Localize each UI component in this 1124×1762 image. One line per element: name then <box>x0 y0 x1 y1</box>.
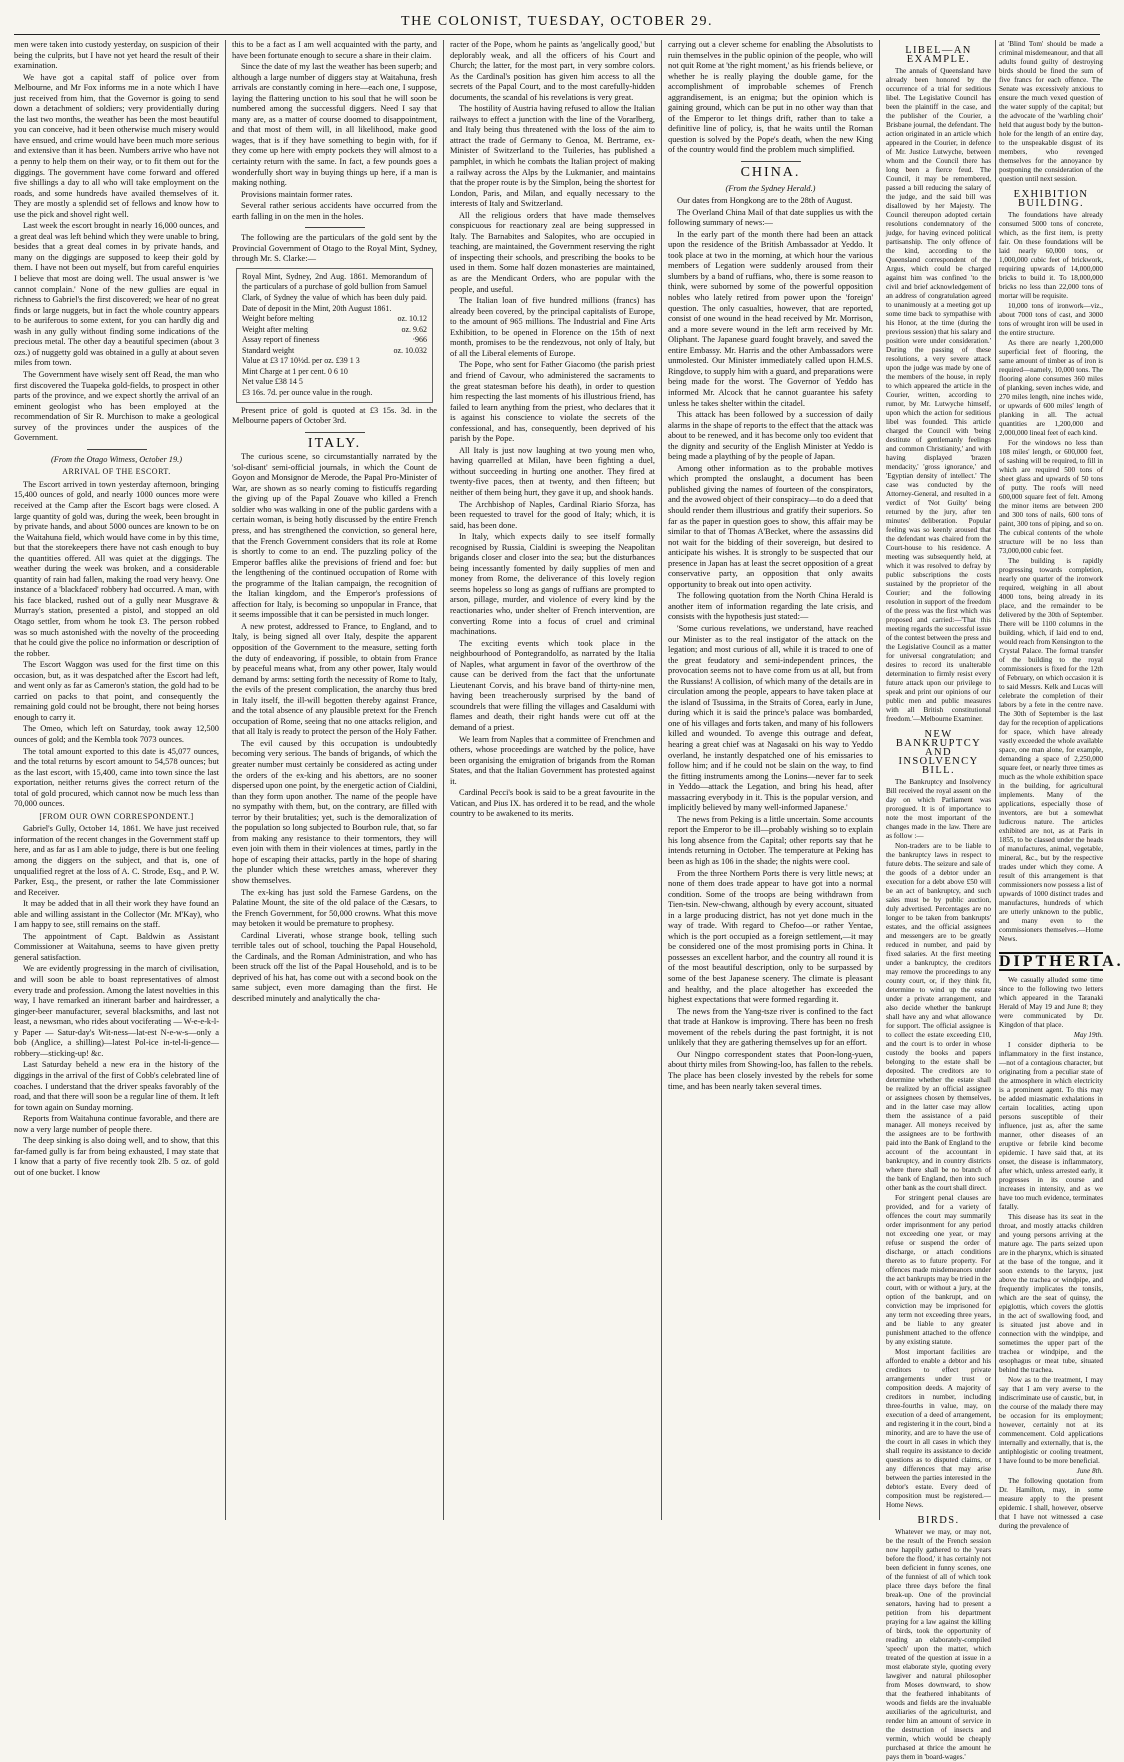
paragraph: The appointment of Capt. Baldwin as Assistant Commissioner at Waitahuna, seems to have given pretty general satisfaction. <box>14 931 219 962</box>
paragraph: All the religious orders that have made themselves conspicuous for reactionary zeal are being suppressed in Italy. The Barnabites and Salopites, who are occupied in teaching, are maintained, the Government reserving the right of inspecting their schools, and prescribing the books to be used in them. Some half dozen monasteries are maintained, as are the Mendicant Orders, who are popular with the people, and useful. <box>450 210 655 294</box>
paragraph: The Bankruptcy and Insolvency Bill received the royal assent on the day on which Parliament was prorogued. It is of importance to note the most important of the changes made in the law. There are as follow :— <box>886 778 991 840</box>
paragraph: at 'Blind Tom' should be made a criminal misdemeanour, and that all adults found guilty of destroying birds should be fined the sum of five francs for each offence. The Senate was excessively anxious to ensure the much vexed question of the water supply of the capital; but the advocate of the 'warbling choir' held that august body by the button-hole for the length of an entire day, to the unspeakable disgust of its members, who revenged themselves for the annoyance by postponing the consideration of the question until next session. <box>999 40 1103 183</box>
section-heading-diptheria: DIPTHERIA. <box>999 953 1124 970</box>
assay-label: Weight after melting <box>242 324 308 334</box>
paragraph: We are evidently progressing in the march of civilisation, and will soon be able to boast representatives of almost every trade and profession. Among the latest novelties in this way, I have remarked an itinerant barber and hairdresser, a ginger-beer manufacturer, several blacksmiths, and last not least, a newsman, who rides about vociferating — W-e-e-k-l-y Paper — Satur-day's Wit-ness—lat-est N-e-w-s—only a bob (Anglice, a shilling)—latest Pol-ice in-tel-li-gence—robbery—sticking-up! &c. <box>14 964 219 1058</box>
assay-total: £3 16s. 7d. per ounce value in the rough. <box>242 387 373 397</box>
paragraph: Our dates from Hongkong are to the 28th of August. <box>677 196 853 206</box>
paragraph: The news from Peking is a little uncertain. Some accounts report the Emperor to be ill—probably wishing so to explain his long absence from the Capital; other reports say that he intends returning in October. The temperature at Peking has been as high as 106 in the shade; the nights were cool. <box>668 814 873 867</box>
assay-value: oz. 10.032 <box>393 345 427 355</box>
paragraph: The following quotation from Dr. Hamilton, may, in some measure apply to the present epidemic. I shall, however, observe that I have not witnessed a case during the prevalence of <box>999 1477 1103 1530</box>
column-rule <box>995 40 996 1520</box>
section-heading-birds: BIRDS. <box>917 1515 960 1526</box>
divider <box>305 227 365 228</box>
paragraph: The Escort Waggon was used for the first time on this occasion, but, as it was despatched after the Escort had left, and went only as far as Cameron's station, the gold had to be carried on packs to that point, and consequently the remaining gold could not be brought, there not being horses enough to carry it. <box>14 660 219 722</box>
paragraph: This attack has been followed by a succession of daily alarms in the shape of reports to the effect that the attack was about to be renewed, and it has become only too evident that the dignity and security of the English Minister at Yeddo is being made a plaything of by the people of Japan. <box>668 410 873 462</box>
paragraph: The Government have wisely sent off Read, the man who first discovered the Tuapeka gold-fields, to prospect in other parts of the province, and we expect shortly the arrival of an eminent geologist who has been employed at the recommendation of Sir R. Murchison to make a geological survey of the provinces under the auspices of the Government. <box>14 369 219 443</box>
section-heading-libel: LIBEL—AN EXAMPLE. <box>905 45 972 65</box>
paragraph: We casually alluded some time since to the following two letters which appeared in the Taranaki Herald of May 19 and June 8; they were communicated by Dr. Kingdon of that place. <box>999 976 1103 1029</box>
subheading: [FROM OUR OWN CORRESPONDENT.] <box>39 811 194 821</box>
section-heading-bankruptcy: NEW BANKRUPTCY AND INSOLVENCY BILL. <box>895 729 982 776</box>
paragraph: In Italy, which expects daily to see itself formally recognised by Russia, Cialdini is sweeping the Neapolitan brigands closer and closer into the sea; but the disturbances being incessantly fomented by daily supplies of men and money from Rome, the deliverance of this lovely region seems hopeless so long as gangs of ruffians are prompted to arson, pillage, murder, and violence of every kind by the reactionaries who, under shelter of French intervention, are converting Rome into a focus of cruel and criminal machinations. <box>450 532 655 637</box>
assay-total: Mint Charge at 1 per cent. 0 6 10 <box>242 366 348 376</box>
paragraph: this to be a fact as I am well acquainted with the party, and have been fortunate enough to secure a share in their claim. <box>232 40 437 60</box>
paragraph: The following quotation from the North China Herald is another item of information regarding the late crisis, and consists with the hypothesis just stated:— <box>668 591 873 622</box>
source-line: (From the Otago Witness, October 19.) <box>50 454 183 464</box>
assay-value: ·966 <box>412 335 427 345</box>
paragraph: Whatever we may, or may not, be the result of the French session now happily gathered to the 'years before the flood,' it has certainly not been deficient in funny scenes, one of the funniest of all of which took place three days before the final break-up. One of the provincial senators, having had to present a petition from his department praying for a law against the killing of birds, took the opportunity of reading an elaborately-compiled 'speech' upon the matter, which treated of the question at issue in a most elaborate style, quoting every lawgiver and natural philosopher from Moses downward, to show that the feathered inhabitants of woods and fields are the invaluable auxiliaries of the agriculturist, and render him an amount of service in the destruction of insects and vermin, which would be cheaply purchased at thrice the amount he pays them in 'board-wages.' <box>886 1528 991 1761</box>
paragraph: The building is rapidly progressing towards completion, nearly one quarter of the ironwork required, weighing in all about 4000 tons, being already in its place, and the remainder to be delivered by the 30th of September. There will be 1100 columns in the building, which, if laid end to end, would reach from Kensington to the Crystal Palace. The formal transfer of the building to the royal commissioners is fixed for the 12th of February, on which occasion it is to said Messrs. Kelk and Lucas will celebrate the completion of their labors by a fete in the centre nave. The 30th of September is the last day for the reception of applications for space, which have already vastly exceeded the whole available space, one man alone, for example, demanding a space of 2,250,000 square feet, or nearly three times as much as the whole exhibition space in the building, for agricultural implements. Many of the applications, especially those of inventors, are but a somewhat ludicrous nature. The articles exhibited are not, as at Paris in 1855, to be classed under the heads of manufactures, animal, vegetable, mineral, &c., but by the respective trades under which they come. A result of this arrangement is that commissioners now possess a list of upwards of 1000 distinct trades and manufactures, hundreds of which are utterly unknown to the public, and many even to the commissioners themselves.—Home News. <box>999 557 1104 943</box>
paragraph: We learn from Naples that a committee of Frenchmen and others, whose proceedings are watched by the police, have been organising the emigration of brigands from the Roman States, and that the Italian Government has protested against it. <box>450 734 655 786</box>
paragraph: The hostility of Austria having refused to allow the Italian railways to effect a junction with the line of the Vorarlberg, and Italy being thus threatened with the loss of the aim to attract the trade of Germany to Genoa, M. Bertrame, ex-Minister of Switzerland to the Tuileries, has published a pamphlet, in which he combats the Italian project of making a railway across the Alps by the Lukmanier, and maintains that the proper route is by the Simplon, being the shortest for London, Paris, and Milan, and equally necessary to the interests of Italy and Switzerland. <box>450 104 655 209</box>
paragraph: Non-traders are to be liable to the bankruptcy laws in respect to future debts. The seizure and sale of the goods of a debtor under an execution for a debt above £50 will be an act of bankruptcy, and such sales must be by public auction, duly advertised. Percentages are no longer to be taken from bankrupts' estates, and the official assignees and messengers are to be greatly reduced in number, and paid by fixed salaries. At the first meeting under a bankruptcy, the creditors may remove the proceedings to any county court, or, if they think fit, determine to wind up the estate under a private arrangement, and also decide whether the bankrupt shall have any and what allowance for support. The official assignee is to collect the estate exceeding £10, and the court is to order in whose custody the books and papers belonging to the estate shall be deposited. The creditors are to determine whether the estate shall be realized by an official assignee or assignees chosen by themselves, and in the latter case may allow them the assistance of a paid manager. All moneys received by the assignees are to be forthwith paid into the Bank of England to the account of the accountant in bankruptcy, and in country districts where there shall be no branch of the bank of England, then into such other bank as the court shall direct. <box>886 842 991 1192</box>
column-rule <box>879 40 880 1520</box>
paragraph: The deep sinking is also doing well, and to show, that this far-famed gully is far from being exhausted, I may state that I know that a party of five recently took 2lb. 5 oz. of gold out of one bucket. I know <box>14 1136 219 1177</box>
assay-table <box>236 268 433 403</box>
paragraph: From the three Northern Ports there is very little news; at none of them does trade appear to have got into a normal condition. Some of the troops are being withdrawn from Tien-tsin. New-chwang, although by every account, situated in a large producing district, has not yet done much in the way of trade. With regard to Chefoo—or rather Yentae, which is the port occupied as a foreign settlement,—it may be considered one of the most promising ports in China. It possesses an excellent harbor, and the country all round it is of the most beautiful description, only to be surpassed by some of the best Japanese scenery. The climate is pleasant and healthy, and the place altogether has exceeded the highest expectations that were formed regarding it. <box>668 868 873 1005</box>
divider <box>305 432 365 433</box>
paragraph: In the early part of the month there had been an attack upon the residence of the British Ambassador at Yeddo. It took place at two in the morning, at which hour the various members of Legation were suddenly aroused from their slumbers by a band of ruffians, who, there is some reason to think, were suborned by some of the powerful opposition nobles who lately retired from power upon the 'foreign' question. The only casualties, however, that are reported, consist of one wound in the head received by Mr. Morrison, and a more severe wound in the left arm received by Mr. Oliphant. The Japanese guard fought bravely, and saved the entire Embassy. Mr. Harris and the other Ambassadors were unmolested. Our Minister immediately called upon H.M.S. Ringdove, to supply him with a guard, and preparations were being made for the worst. The Governor of Yeddo has informed Mr. Alcock that he cannot guarantee his safety unless he takes shelter within the citadel. <box>668 229 873 408</box>
assay-row <box>242 314 427 325</box>
paragraph: Since the date of my last the weather has been superb; and although a large number of diggers stay at Waitahuna, fresh arrivals are constantly coming in here—each one, I suppose, laying the flattering unction to his soul that he will soon be numbered among the successful diggers. Need I say that many are, as a matter of course doomed to disappointment, and that most of them will, in all likelihood, make good wages, that is if they have something to begin with, for if they come up here with empty pockets they will almost to a certainty return with the same. In fact, a few pounds goes a wonderfully short way in buying things up here, if a man is making nothing. <box>232 62 437 188</box>
paragraph: All Italy is just now laughing at two young men who, having quarrelled at Milan, have been fighting a duel, without succeeding in hurting one another. They fired at twenty-five paces, then at twenty, and then fifteen; but neither of them being hurt, they gave it up, and shook hands. <box>450 445 655 497</box>
assay-row <box>242 335 427 346</box>
assay-row <box>242 346 427 357</box>
column-1 <box>14 40 219 1520</box>
assay-total: Net value £38 14 5 <box>242 377 303 387</box>
paragraph: men were taken into custody yesterday, on suspicion of their being the culprits, but I have not yet heard the result of their examination. <box>14 40 219 71</box>
assay-row <box>242 325 427 336</box>
column-2 <box>232 40 437 1520</box>
paragraph: Cardinal Liverati, whose strange book, telling such terrible tales out of school, touching the Papal Household, the Cardinals, and the Roman Administration, and who has been struck off the list of the Papal Household, and is to be deprived of his hat, has come out with a second book on the same subject, even more damaging than the first. He described minutely and analytically the cha- <box>232 930 437 1004</box>
assay-value: oz. 9.62 <box>401 324 427 334</box>
paragraph: It may be added that in all their work they have found an able and willing assistant in the Collector (Mr. M'Kay), who I am happy to see, still remains on the staff. <box>14 899 219 930</box>
paragraph: The exciting events which took place in the neighbourhood of Pontegrandolfo, as narrated by the Italia of Naples, what argument in favor of the overthrow of the cause can be derived from the fact that the unfortunate Lieutenant Corvis, and his brave band of thirty-nine men, having been treacherously surprised by the band of scoundrels that were filling the villages and Casaldumi with flames and death, their right hands were cut off at the demand of a priest. <box>450 638 655 732</box>
paragraph: This disease has its seat in the throat, and mostly attacks children and young persons arriving at the mature age. The parts seized upon are in the pharynx, which is situated at the base of the tongue, and it soon extends to the larynx, just above the trachea or windpipe, and frequently implicates the tonsils, which are the seat of quinsy, the epiglottis, which covers the glottis in the act of swallowing food, and is situated just above and in connection with the windpipe, and sometimes the upper part of the trachea or windpipe, and the œsophagus or meat tube, situated behind the trachea. <box>999 1213 1103 1374</box>
column-rule <box>443 40 444 1520</box>
column-5 <box>886 40 991 1761</box>
assay-header: Royal Mint, Sydney, 2nd Aug. 1861. Memorandum of the particulars of a purchase of gold bullion from Samuel Clark, of Sydney the value of which has been duly paid. Date of deposit in the Mint, 20th August 1861. <box>242 271 427 313</box>
paragraph: racter of the Pope, whom he paints as 'angelically good,' but deplorably weak, and all the officers of his Court and Church; the latter, for the most part, in very sombre colors. As the Cardinal's position has given him access to all the secrets of the Papal Court, and to the most carefully-hidden documents, the scandal of his revelations is very great. <box>450 40 655 102</box>
paragraph: For the windows no less than 108 miles' length, or 600,000 feet, of sashing will be required, to fill in which are required 500 tons of sheet glass and upwards of 50 tons of putty. The roofs will need 600,000 square feet of felt. Among the minor items are between 200 and 300 tons of nails, 600 tons of paint, 300 tons of piping, and so on. The cubical contents of the whole structure will be no less than 73,000,000 cubic feet. <box>999 439 1103 555</box>
paragraph: The Escort arrived in town yesterday afternoon, bringing 15,400 ounces of gold, and nearly 1000 ounces more were received at the Camp after the Escort bags were closed. A large quantity of gold was, during the week, been brought in by private hands, and about 5000 ounces are known to be on the Waitahuna field, which would have come in by this time, but that the storekeepers there have not cash enough to buy the quantities offered. All was quiet at the diggings. The weather during the week was broken, and a considerable quantity of rain had fallen, making the road very heavy. One instance of a 'blackfaced' robbery had occurred. A man, with his face blacked, rushed out of a gully near Musgrave & Murray's station, presented a pistol, and stopped an old Otago settler, from whom he took £3. The person robbed was so much astonished with the novelty of the proceeding that he could give the police no information or description of the robber. <box>14 479 219 658</box>
paragraph: Gabriel's Gully, October 14, 1861. We have just received information of the recent changes in the Government staff up here, and as far as I am able to judge, there is but one feeling among the diggers on the subject, and that is, one of unqualified regret at the loss of A. C. Strode, Esq., and P. W. Parker, Esq., the present, or rather the late Commissioner and Receiver. <box>14 824 219 897</box>
column-rule <box>225 40 226 1520</box>
assay-label: Assay report of fineness <box>242 335 320 345</box>
assay-label: Standard weight <box>242 345 295 355</box>
paragraph: The Overland China Mail of that date supplies us with the following summary of news:— <box>668 207 873 228</box>
paragraph: For stringent penal clauses are provided, and for a variety of offences the court may summarily order imprisonment for any period not exceeding one year, or may refuse or suspend the order of discharge, or attach conditions thereto as to future property. For offences made misdemeanors under the act bankrupts may be tried in the court, with or without a jury, at the option of the bankrupt, and on conviction may be imprisoned for any term not exceeding three years, and be liable to any greater punishment attached to the offence by any existing statute. <box>886 1194 991 1346</box>
paragraph: The annals of Queensland have already been honored by the occurrence of a trial for seditious libel. The Legislative Council has been the plaintiff in the case, and the publisher of the Courier, a Brisbane journal, the defendant. The action originated in an article which appeared in the Courier, in defence of Mr. Justice Lutwyche, between whom and the Council there has long been a fierce feud. The Council, it may be remembered, passed a bill reducing the salary of the judge, and the said bill was disallowed by her Majesty. The Council thereupon adopted certain resolutions condemnatory of the judge, for having evinced political partisanship. The only offence of the kind, according to the Queensland correspondent of the Argus, which could be charged against him was confined 'to the civil and brief acknowledgement of an address of congratulation agreed to unanimously at a meeting got up some time back to sympathise with his Honor, at the time (during the previous session) that his salary and position were under consideration.' During the passing of these resolutions, a very severe attack upon the judge was made by one of the members of the house, in reply to which appeared the article in the Courier, written, according to rumor, by Mr. Lutwyche himself, upon which the action for seditious libel was founded. This article charged the Council with 'being destitute of gentlemanly feelings and common Christianity,' and with having displayed 'brazen mendacity,' 'gross ignorance,' and 'Egyptian density of intellect.' The case was conducted by the Attorney-General, and resulted in a verdict of 'Not Guilty' being returned by the jury, after ten minutes' deliberation. Popular feeling was so keenly aroused that the defendant was chaired from the Court-house to his residence. A meeting was subsequently held, at which it was resolved to defray by public subscriptions the costs sustained by the proprietor of the Courier; and the following resolution in support of the freedom of the press was the first which was proposed and carried:—'That this meeting regards the successful issue of the contest between the press and the Legislative Council as a matter for universal congratulation; and desires to record its unalterable determination to firmly resist every future attack upon our privilege to speak and print our opinions of our public men and public measures with all British constitutional freedom.'—Melbourne Examiner. <box>886 67 991 723</box>
paragraph: Now as to the treatment, I may say that I am very averse to the indiscriminate use of caustic, but, in the course of the malady there may be occasion for its employment; however, certainly not at its commencement. Cold applications internally and externally, that is, the antiphlogistic or cooling treatment, I have found to be more beneficial. <box>999 1376 1103 1465</box>
paragraph: 'Some curious revelations, we understand, have reached our Minister as to the real instigator of the attack on the legation; and most curious of all, while it is traced to one of the great feudatory and semi-independent princes, the provocation seems not to have come from us at all, but from the Russians! A collision, of which many of the details are in circulation among the people, appears to have taken place at the island of Tsussima, in the Straits of Corea, early in June, during which it is said the prince's palace was bombarded, one of his villages and forts taken, and many of his followers killed and wounded. To avenge this outrage and defeat, hearing a great chief was at Nagasaki on his way to Yeddo overland, he instantly despatched one of his emissaries to follow him; and if he could not be slain on the way, to find the fitting instruments among the Lonins—never far to seek in Yeddo—attack the Legation, and bring his head, after massacring everybody in it. This is the popular version, and implicitly believed by many well-informed Japanese.' <box>668 623 873 813</box>
column-6 <box>999 40 1124 1530</box>
paragraph: The following are the particulars of the gold sent by the Provincial Government of Otago to the Royal Mint, Sydney, through Mr. S. Clarke:— <box>232 233 437 264</box>
column-rule <box>661 40 662 1520</box>
paragraph: Most important facilities are afforded to enable a debtor and his creditors to effect private arrangements under trust or composition deeds. A majority of creditors in number, including three-fourths in value, may, on execution of a deed of arrangement, and registering it in the court, bind a minority, and are to have the use of the court in all cases in which they shall require its assistance to decide questions as to disputed claims, or any differences that may arise between the parties interested in the debtor's estate. Every deed of composition must be registered.—Home News. <box>886 1348 991 1509</box>
letter-date: May 19th. <box>1073 1031 1103 1039</box>
column-4 <box>668 40 873 1520</box>
masthead-rule <box>14 34 1100 35</box>
paragraph: Provisions maintain former rates. <box>241 189 353 199</box>
masthead: THE COLONIST, TUESDAY, OCTOBER 29. <box>401 14 713 29</box>
assay-label: Weight before melting <box>242 314 314 324</box>
paragraph: As there are nearly 1,200,000 superficial feet of flooring, the same amount of timber as of iron is required—namely, 10,000 tons. The flooring alone consumes 360 miles of planking, seven inches wide, and 270 miles length, nine inches wide, or upwards of 600 miles' length of planking in all. The actual quantities are 1,200,000 and 2,000,000 lineal feet of each kind. <box>999 339 1103 437</box>
paragraph: The ex-king has just sold the Farnese Gardens, on the Palatine Mount, the site of the old palace of the Cæsars, to the French Government, for 50,000 crowns. What this move may betoken it would be premature to prophesy. <box>232 887 437 929</box>
paragraph: Our Ningpo correspondent states that Poon-long-yuen, about thirty miles from Showing-loo, has fallen to the rebels. The place has been closely invested by the rebels for some time, and has been nearly taken several times. <box>668 1049 873 1091</box>
source-line: (From the Sydney Herald.) <box>725 183 816 193</box>
paragraph: Several rather serious accidents have occurred from the earth falling in on the men in the holes. <box>232 201 437 221</box>
paragraph: I consider diptheria to be inflammatory in the first instance,—not of a contagious character, but originating from a peculiar state of the atmosphere in which electricity is a prominent agent. To this may be added miasmatic exhalations in certain localities, acting upon persons susceptible of their influence, just as, after the same manner, other diseases of an eruptive or febrile kind become epidemic. I have said that, at its onset, the disease is inflammatory, after which, unless arrested early, it progresses in its course and increases in intensity, and as we have too much evidence, terminates fatally. <box>999 1041 1103 1211</box>
paragraph: Last week the escort brought in nearly 16,000 ounces, and a great deal was left behind which they were unable to bring, besides that a great deal comes in by private hands, and many on the diggings are supposed to keep their gold by them. I have not been out myself, but from careful enquiries I believe that most are doing well. The usual answer is 'we cannot complain.' None of the new gullies are equal in richness to Gabriel's the first discovered; we hear of no great finds or large nuggets, but in fact the whole country appears to be auriferous to some extent, for you can hardly dig and wash in any gully without finding some indications of the precious metal. The other day a beautiful specimen (about 3 ozs.) of nuggetty gold was obtained in a gully at about seven miles from town. <box>14 221 219 368</box>
paragraph: The curious scene, so circumstantially narrated by the 'sol-disant' semi-official journals, in which the Count de Goyon and Monsignor de Merode, the Papal Pro-Minister of War, are shown as so nearly coming to fisticuffs regarding the giving up of the Papal Zouave who killed a French soldier who was walking in one of the public gardens with a certain woman, is being hotly discussed by the entire French press, and has strengthened the conviction, so general here, that the French Government considers that its role at Rome is shortly to come to an end. The puzzling policy of the Emperor baffles alike the previsions of friend and foe: but the lengthening of the continued occupation of Rome with the programme of the Italian campaign, the recognition of the Italian kingdom, and the Emperor's professions of affection for Italy, is becoming so unpopular in France, that it seems impossible that it can be persisted in much longer. <box>232 452 437 620</box>
section-heading-china: CHINA. <box>740 165 801 181</box>
divider <box>741 161 801 162</box>
letter-date: June 8th. <box>1076 1467 1103 1475</box>
paragraph: The Pope, who sent for Father Giacomo (the parish priest and friend of Cavour, who administered the sacraments to the great statesman before his death), in order to question him respecting the last moments of his illustrious friend, has failed to learn anything from the priest, who declares that it is against his conscience to violate the secrets of the confessional, and has, consequently, been deprived of his parish by the Pope. <box>450 360 655 444</box>
paragraph: Present price of gold is quoted at £3 15s. 3d. in the Melbourne papers of October 3rd. <box>232 405 437 426</box>
assay-value: oz. 10.12 <box>397 314 427 324</box>
paragraph: The Omeo, which left on Saturday, took away 12,500 ounces of gold; and the Kembla took 7073 ounces. <box>14 724 219 744</box>
paragraph: Among other information as to the probable motives which prompted the onslaught, a document has been published giving the names of fourteen of the conspirators, and the avowed object of their conspiracy—to do a deed that should render them illustrious and gratify their superiors. So far as the paper in question goes to show, this affair may be similar to that of Thomas A'Becket, where the assassins did not wait for the bidding of their sovereign, but desired to anticipate his wishes. It is strongly to be suspected that our presence in Japan has at least the secret opposition of a great conservative party, an opposition that only awaits opportunity to break out into open activity. <box>668 463 873 589</box>
divider <box>87 449 147 450</box>
paragraph: We have got a capital staff of police over from Melbourne, and Mr Fox informs me in a note which I have just received from him, that the Governor is going to send down a detachment of soldiers; very providentially during the last two months, the weather has been the most beautiful you can conceive, had it been otherwise much misery would have ensued, and crime would have been much more serious and extensive than it has been. Numbers arrive who have not a penny to help them on their way, or to fit them out for the diggings. The government have come forward and offered five shillings a day to all who will take employment on the roads, and some hundreds have availed themselves of it. They are mostly a splendid set of fellows and know how to use the pick and shovel right well. <box>14 72 219 219</box>
subheading: ARRIVAL OF THE ESCORT. <box>62 467 171 477</box>
paragraph: A new protest, addressed to France, to England, and to Italy, is being signed all over Italy, despite the apparent opposition of the Government to the measure, setting forth the duty of endeavoring, if possible, to obtain from France by peaceful means what, from any other power, Italy would demand by arms: setting forth the necessity of Rome to Italy, the evils of the present complication, the anarchy thus bred in Italy itself, the ill-will begotten thereby against France, and the total absence of any plausible pretext for the French occupation of Rome, seeing that no one attacks religion, and that all Italy is ready to protect the person of the Holy Father. <box>232 621 437 737</box>
paragraph: The total amount exported to this date is 45,077 ounces, and the total returns by escort amount to 54,578 ounces; but as the last escort, with 15,400, came into town since the last exportation, neither returns gives the correct return of the total of gold procured, which cannot now be much less than 70,000 ounces. <box>14 746 219 809</box>
paragraph: carrying out a clever scheme for enabling the Absolutists to ruin themselves in the public opinion of the people, who will not quit Rome at 'the right moment,' as his friends believe, or whether he is really playing the double game, for the accomplishment of improbable schemes of French aggrandisement, is an enigma; but the opinion which is gaining ground, which can be put in no other way than that of the Emperor to let things drift, rather than to take a definitive line of policy, is, that he waits until the Roman question is solved by the Pope's death, when the new King of the country would find the problem much simplified. <box>668 40 873 155</box>
section-heading-exhibition: EXHIBITION BUILDING. <box>1013 189 1089 209</box>
paragraph: The Italian loan of five hundred millions (francs) has already been covered, by the principal capitalists of Europe, to the amount of 965 millions. The Industrial and Fine Arts Exhibition, to be opened in Florence on the 15th of next month, promises to be the rendezvous, not only of Italy, but of all the Liberal elements of Europe. <box>450 296 655 358</box>
paragraph: The Archbishop of Naples, Cardinal Riario Sforza, has been requested to travel for the good of Italy; which, it is said, has been done. <box>450 499 655 530</box>
paragraph: Cardinal Pecci's book is said to be a great favourite in the Vatican, and Pius IX. has ordered it to be read, and the whole country to be awakened to its merits. <box>450 788 655 819</box>
paragraph: The evil caused by this occupation is undoubtedly becoming very serious. The bands of brigands, of which the greater number must certainly be considered as acting under the orders of the ex-king and his abettors, are no sooner dispersed upon one point, by the energetic action of Cialdini, than they form upon another. The name of the people have no sympathy with them, but, on the contrary, are filled with terror by their brutalities; yet, such is the demoralization of the population so long subjected to Bourbon rule, that, so far from making any resistance to their tormentors, they will even join with them in their violences at times, partly in the hope of escaping their attacks, partly in the hope of sharing the plunder which these wretches amass, wherever they show themselves. <box>232 738 437 886</box>
paragraph: Last Saturday beheld a new era in the history of the diggings in the arrival of the first of Cobb's celebrated line of coaches. I understand that the driver speaks favorably of the road, and that there will soon be a regular line of them. It left for town again on Sunday morning. <box>14 1060 220 1112</box>
assay-total: Value at £3 17 10½d. per oz. £39 1 3 <box>242 356 360 366</box>
paragraph: Reports from Waitahuna continue favorable, and there are now a very large number of people there. <box>14 1114 219 1134</box>
section-heading-italy: ITALY. <box>307 435 362 451</box>
paragraph: The foundations have already consumed 5000 tons of concrete, which, as the first item, is pretty fair. On these foundations will be laid nearly 60,000 tons, or 1,000,000 cubic feet of brickwork, requiring upwards of 14,000,000 bricks to build it. To 18,000,000 bricks no less than 22,000 tons of mortar will be requisite. <box>999 211 1103 300</box>
column-3 <box>450 40 655 1520</box>
paragraph: The news from the Yang-tsze river is confined to the fact that trade at Hankow is improving. There has been no fresh movement of the rebels during the past fortnight, it is not unlikely that they are gathering themselves up for an effort. <box>668 1006 873 1048</box>
paragraph: 10,000 tons of ironwork—viz., about 7000 tons of cast, and 3000 tons of wrought iron will be used in the entire structure. <box>999 302 1103 337</box>
